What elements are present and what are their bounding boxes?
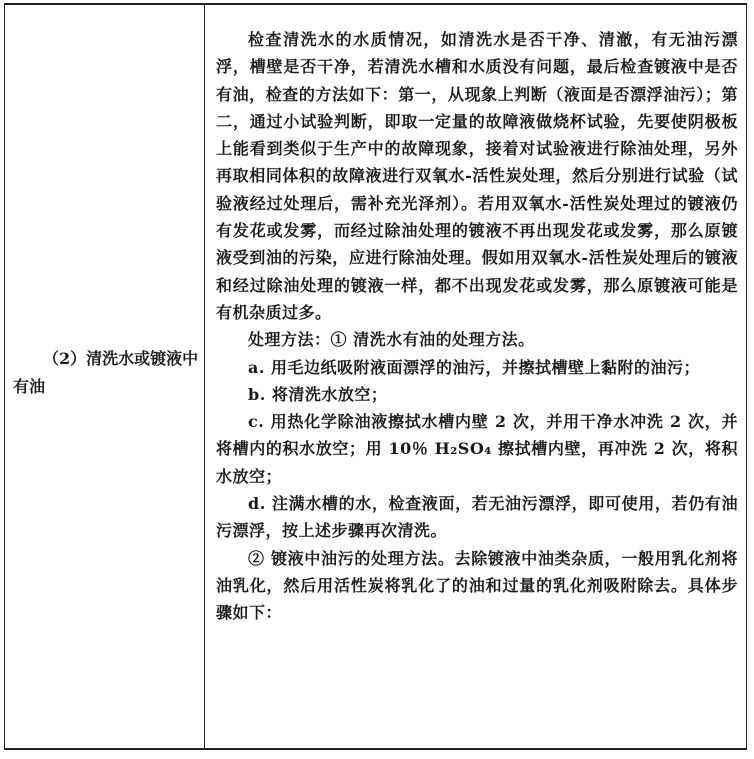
paragraph-plating-oil: ② 镀液中油污的处理方法。去除镀液中油类杂质，一般用乳化剂将油乳化，然后用活性炭将乳化了的油和过量的乳化剂吸附除去。具体步骤如下： [216, 548, 738, 623]
paragraph-step-c: c. 用热化学除油液擦拭水槽内壁 2 次，并用干净水冲洗 2 次，并将槽内的积水放空；用 10％ H₂SO₄ 擦拭槽内壁，再冲洗 2 次，将积水放空； [216, 412, 738, 486]
table-left-cell [5, 5, 205, 748]
paragraph-inspection: 检查清洗水的水质情况，如清洗水是否干净、清澈，有无油污漂浮，槽壁是否干净，若清洗水槽和水质没有问题，最后检查镀液中是否有油，检查的方法如下：第一，从现象上判断（液面是否漂浮油污）；第二，通过小试验判断，即取一定量的故障液做烧杯试验，先要使阴极板上能看到类似于生产中的故障现象，接着对试验液进行除油处理，另外再取相同体积的故障液进行双氧水-活性炭处理，然后分别进行试验（试验液经过处理后，需补充光泽剂）。若用双氧水-活性炭处理过的镀液仍有发花或发雾，而经过除油处理的镀液不再出现发花或发雾，那么原镀液受到油的污染，应进行除油处理。假如用双氧水-活性炭处理后的镀液和经过除油处理的镀液一样，都不出现发花或发雾，那么原镀液可能是有机杂质过多。 [216, 30, 738, 322]
paragraph-step-b: b. 将清洗水放空； [248, 384, 388, 404]
paragraph-step-a: a. 用毛边纸吸附液面漂浮的油污，并擦拭槽壁上黏附的油污； [248, 357, 701, 377]
paragraph-treatment-heading: 处理方法：① 清洗水有油的处理方法。 [248, 330, 535, 350]
row-label: （2）清洗水或镀液中有油 [13, 349, 199, 396]
content-table [4, 3, 747, 750]
table-right-cell [205, 5, 746, 748]
paragraph-step-d: d. 注满水槽的水，检查液面，若无油污漂浮，即可使用，若仍有油污漂浮，按上述步骤再次清洗。 [216, 494, 738, 541]
